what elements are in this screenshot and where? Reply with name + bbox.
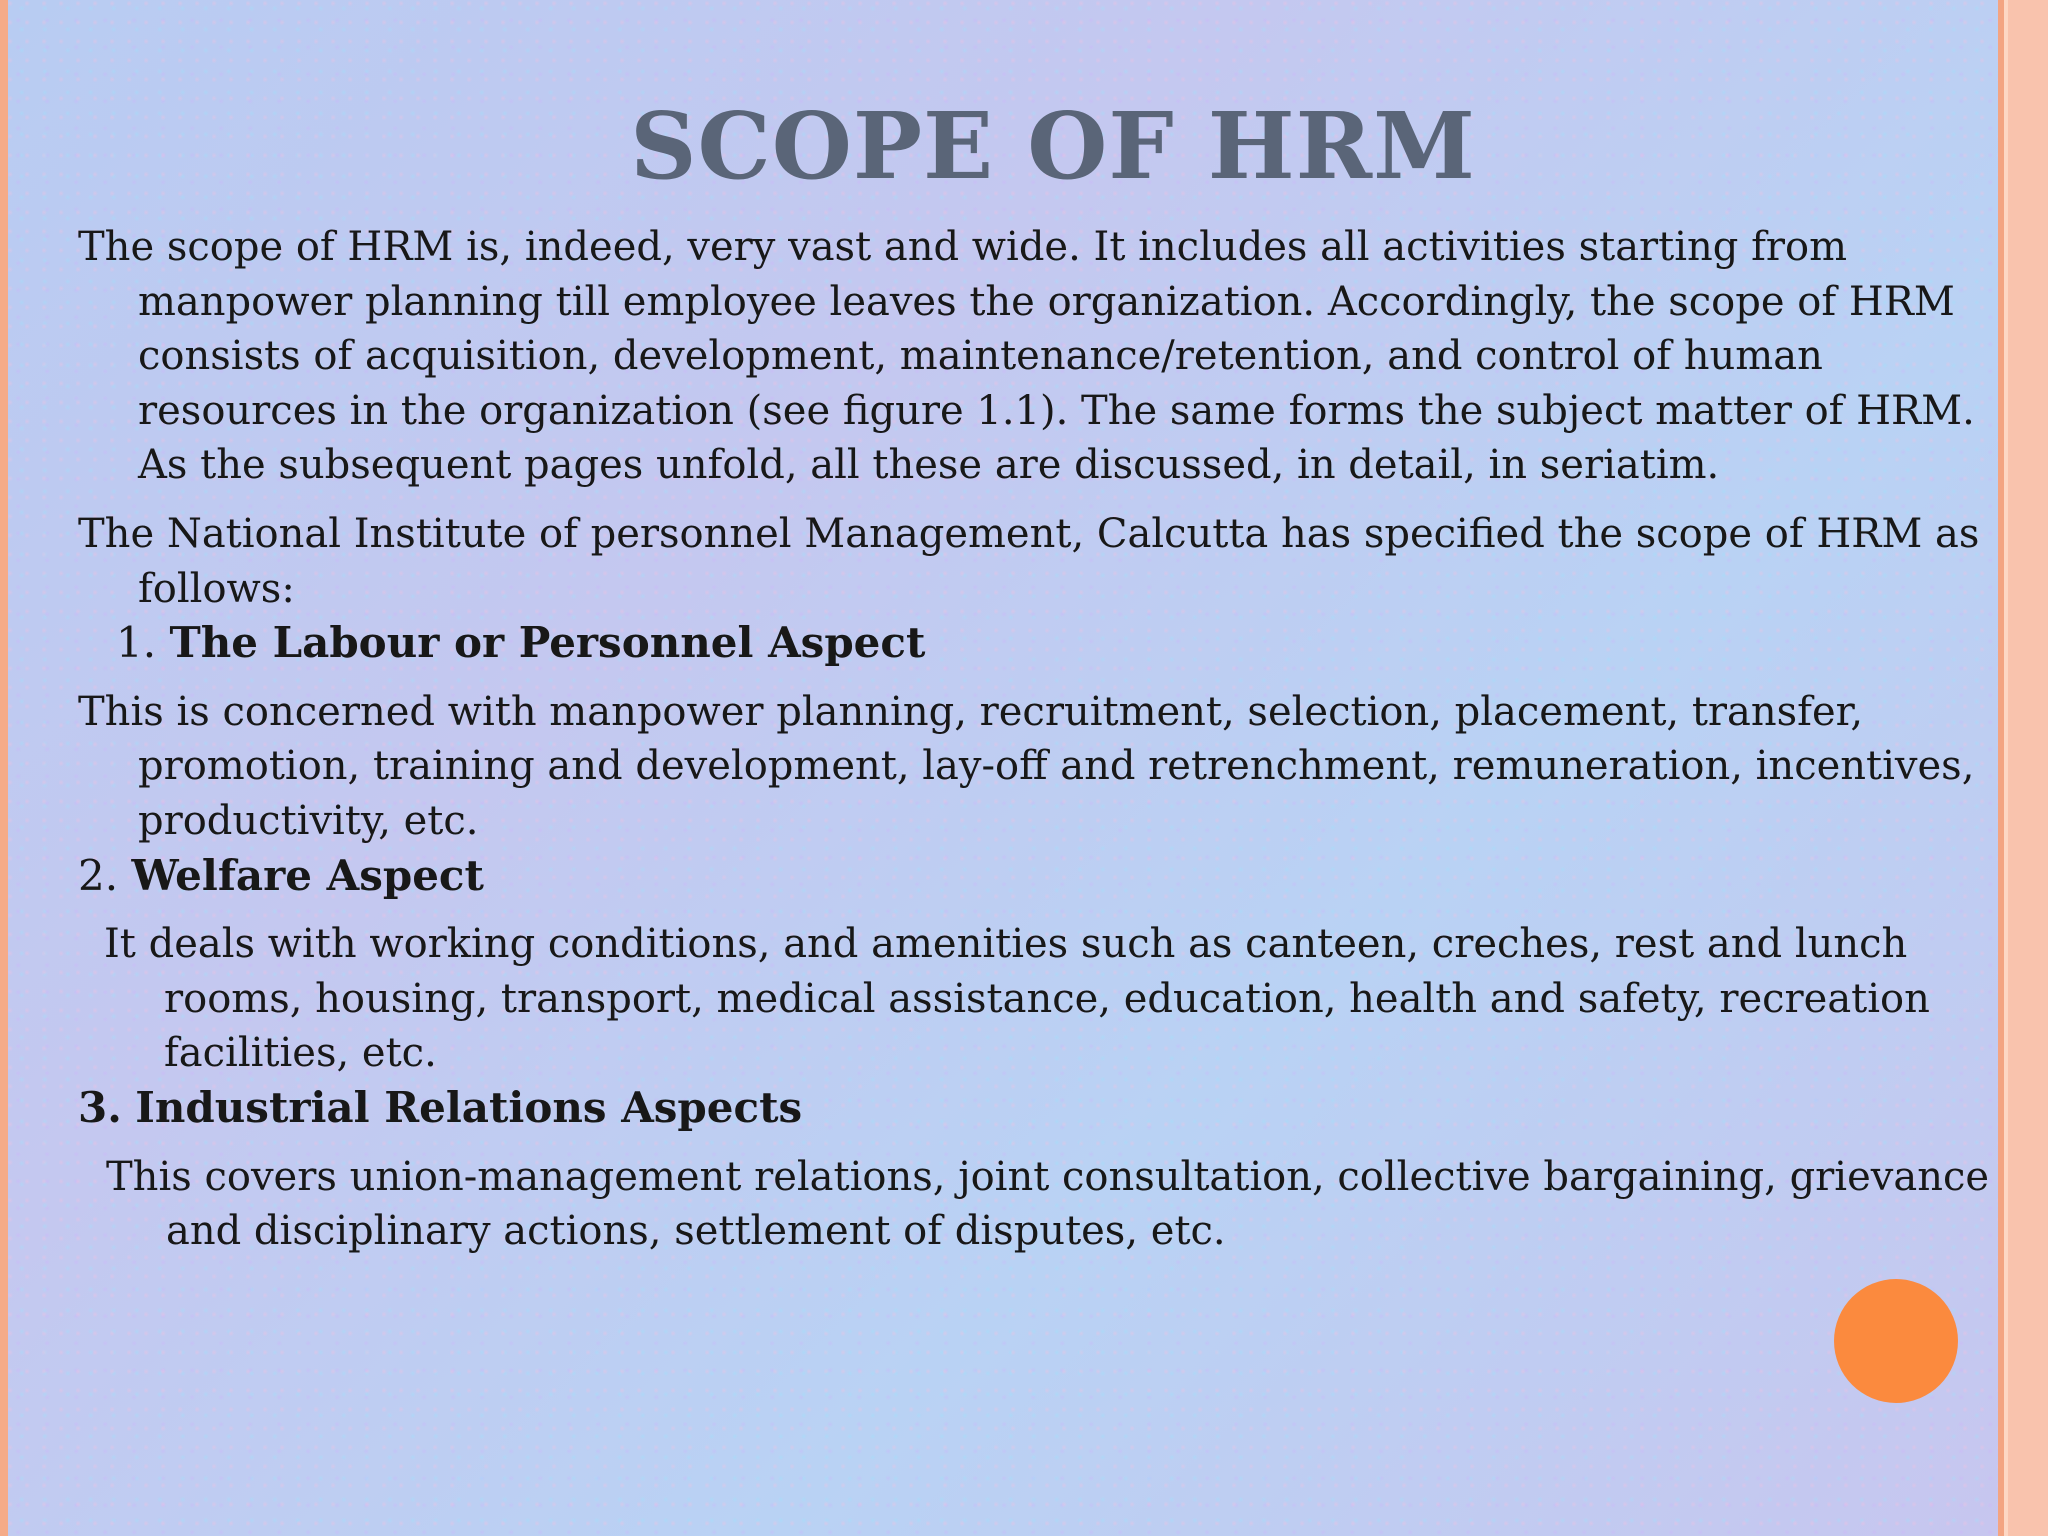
section-3-heading (78, 1081, 1998, 1136)
section-3-number: 3. (78, 1082, 122, 1132)
section-1-title: The Labour or Personnel Aspect (169, 618, 926, 668)
section-1-text: This is concerned with manpower planning, recruitment, selection, placement, transfer, promotion, training and development, lay-off and retrenchment, remuneration, incentives, productivity, etc. (78, 688, 1975, 844)
section-2-text: It deals with working conditions, and amenities such as canteen, creches, rest and lunch rooms, housing, transport, medical assistance, education, health and safety, recreation facilities, etc. (104, 921, 1930, 1077)
intro-paragraph: The scope of HRM is, indeed, very vast and wide. It includes all activities starting from manpower planning till employee leaves the organization. Accordingly, the scope of HRM consists of acquisition, development, maintenance/retention, and control of human resources in the organization (see figure 1.1). The same forms the subject matter of HRM. As the subsequent pages unfold, all these are discussed, in detail, in seriatim. (78, 224, 1975, 489)
section-3-text: This covers union-management relations, joint consultation, collective bargaining, grievance and disciplinary actions, settlement of disputes, etc. (106, 1153, 1990, 1255)
section-3-title: Industrial Relations Aspects (135, 1082, 803, 1132)
decorative-orange-circle (1834, 1279, 1958, 1403)
section-1-heading (78, 616, 1998, 671)
slide-right-border-outer (2008, 0, 2048, 1536)
section-1-number: 1. (116, 618, 157, 668)
slide-body (78, 220, 1998, 1259)
section-2-heading (78, 849, 1998, 904)
nipm-paragraph: The National Institute of personnel Management, Calcutta has specified the scope of HRM as follows: (78, 510, 1980, 612)
section-2-title: Welfare Aspect (131, 850, 484, 900)
slide-title: SCOPE OF HRM (630, 92, 1476, 200)
section-2-number: 2. (78, 850, 119, 900)
slide-left-border (0, 0, 8, 1536)
slide-canvas (8, 0, 1998, 1536)
